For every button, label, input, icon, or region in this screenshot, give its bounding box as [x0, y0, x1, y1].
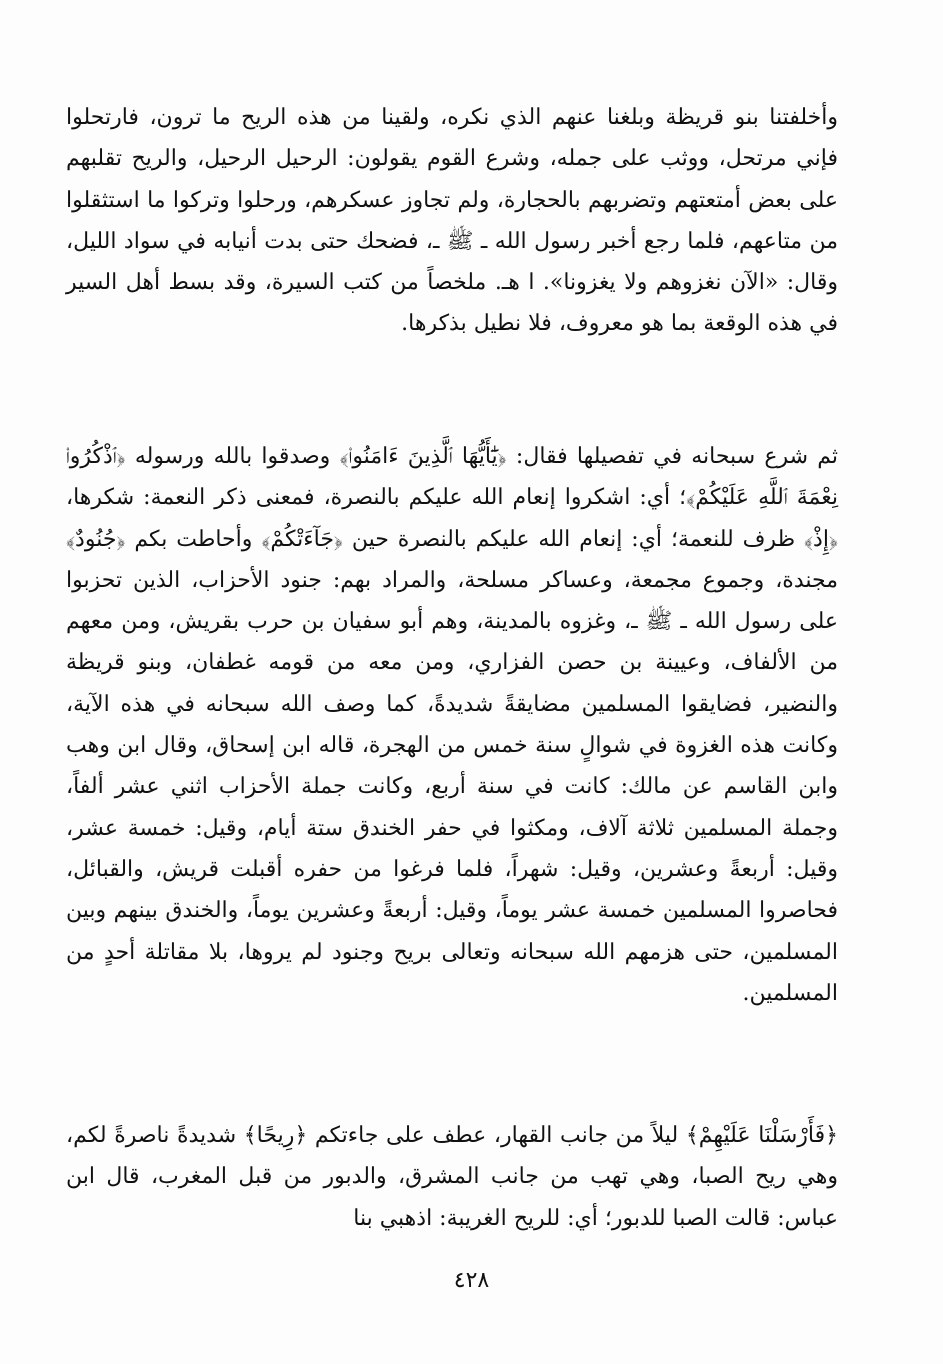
paragraph-text: ﴿فَأَرْسَلْنَا عَلَيْهِمْ﴾ ليلاً من جانب القهار، عطف على جاءتكم ﴿رِيحًا﴾ شديدةً ناصرةً لكم، وهي ريح الصبا، وهي تهب من جانب المشرق، والدبور من قبل المغرب، قال ابن عباس: قالت الصبا للدبور؛ أي: للريح الغريبة: اذهبي بنا	[66, 1123, 838, 1231]
paragraph-text: وأخلفتنا بنو قريظة وبلغنا عنهم الذي نكره، ولقينا من هذه الريح ما ترون، فارتحلوا فإني مرتحل، ووثب على جمله، وشرع القوم يقولون: الرحيل الرحيل، والريح تقلبهم على بعض أمتعتهم وتضربهم بالحجارة، ولم تجاوز عسكرهم، ورحلوا وتركوا ما استثقلوا من متاعهم، فلما رجع أخبر رسول الله ـ ﷺ ـ، فضحك حتى بدت أنيابه في سواد الليل، وقال: «الآن نغزوهم ولا يغزونا». ا هـ. ملخصاً من كتب السيرة، وقد بسط أهل السير في هذه الوقعة بما هو معروف، فلا نطيل بذكرها.	[66, 105, 838, 337]
page-number: ٤٢٨	[453, 1268, 490, 1293]
paragraph-1	[66, 97, 838, 345]
paragraph-2	[66, 436, 838, 1014]
paragraph-3	[66, 1115, 838, 1239]
paragraph-text: ثم شرع سبحانه في تفصيلها فقال: ﴿يَٰٓأَيُّهَا ٱلَّذِينَ ءَامَنُوا۟﴾ وصدقوا بالله ورسوله ﴿ٱذْكُرُوا۟ نِعْمَةَ ٱللَّهِ عَلَيْكُمْ﴾؛ أي: اشكروا إنعام الله عليكم بالنصرة، فمعنى ذكر النعمة: شكرها، ﴿إِذْ﴾ ظرف للنعمة؛ أي: إنعام الله عليكم بالنصرة حين ﴿جَآءَتْكُمْ﴾ وأحاطت بكم ﴿جُنُودٌ﴾ مجندة، وجموع مجمعة، وعساكر مسلحة، والمراد بهم: جنود الأحزاب، الذين تحزبوا على رسول الله ـ ﷺ ـ، وغزوه بالمدينة، وهم أبو سفيان بن حرب بقريش، ومن معهم من الألفاف، وعيينة بن حصن الفزاري، ومن معه من قومه غطفان، وبنو قريظة والنضير، فضايقوا المسلمين مضايقةً شديدةً، كما وصف الله سبحانه في هذه الآية، وكانت هذه الغزوة في شوالٍ سنة خمس من الهجرة، قاله ابن إسحاق، وقال ابن وهب وابن القاسم عن مالك: كانت في سنة أربع، وكانت جملة الأحزاب اثني عشر ألفاً، وجملة المسلمين ثلاثة آلاف، ومكثوا في حفر الخندق ستة أيام، وقيل: خمسة عشر، وقيل: أربعةً وعشرين، وقيل: شهراً، فلما فرغوا من حفره أقبلت قريش، والقبائل، فحاصروا المسلمين خمسة عشر يوماً، وقيل: أربعةً وعشرين يوماً، والخندق بينهم وبين المسلمين، حتى هزمهم الله سبحانه وتعالى بريح وجنود لم يروها، بلا مقاتلة أحدٍ من المسلمين.	[66, 444, 839, 1006]
